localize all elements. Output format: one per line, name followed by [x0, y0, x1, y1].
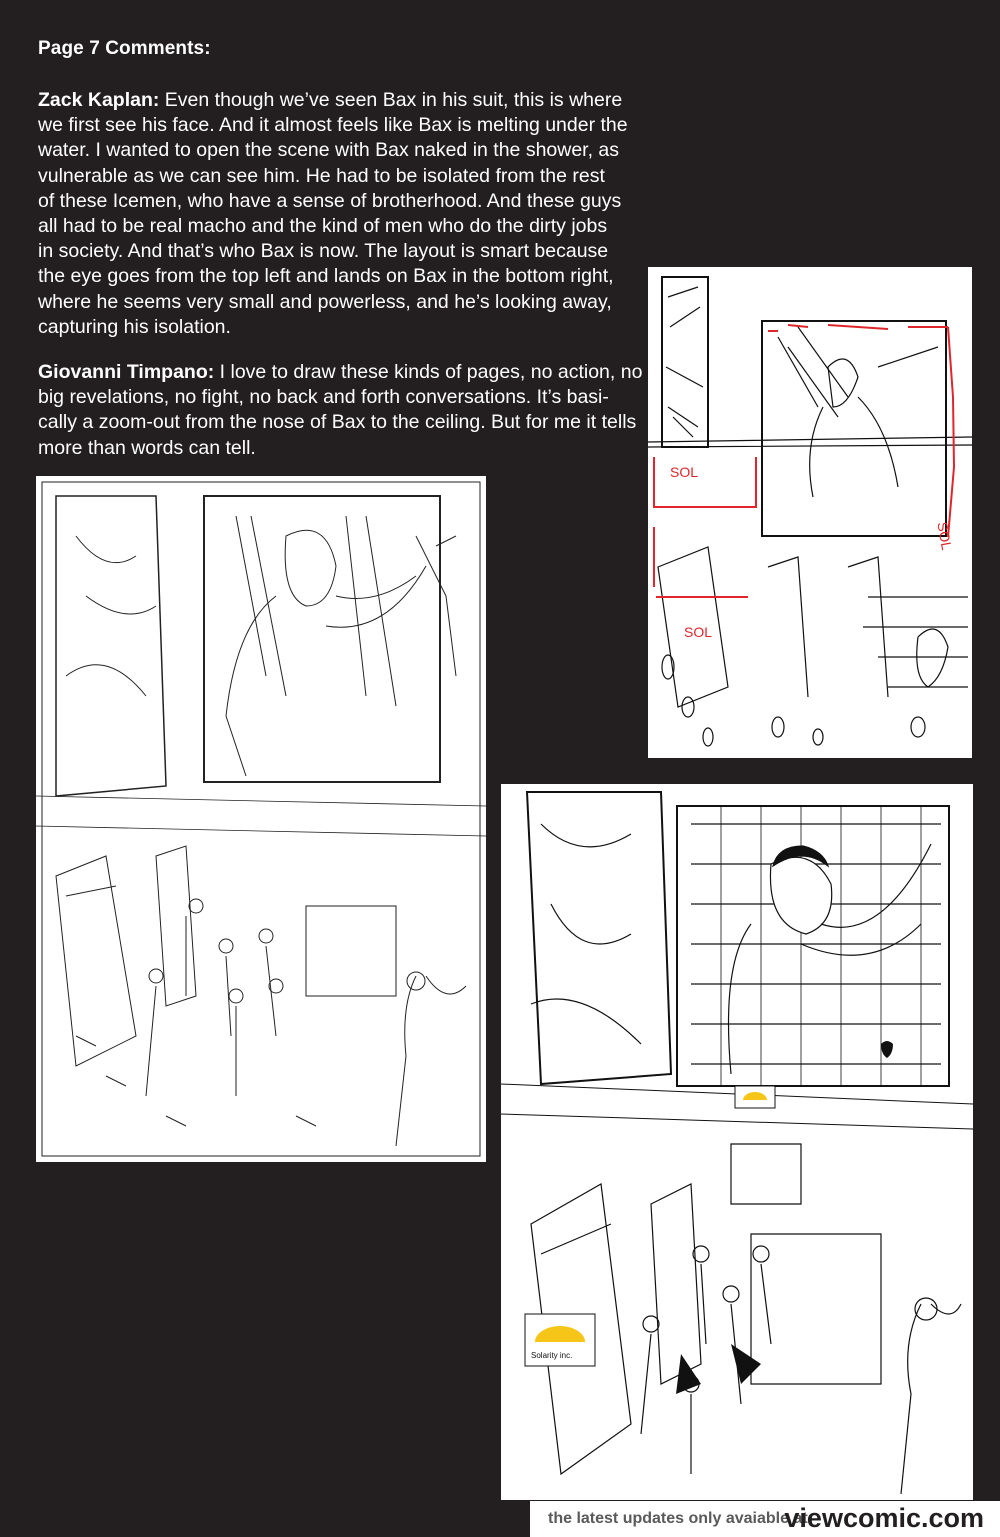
comment-line: water. I wanted to open the scene with Bax naked in the shower, as — [38, 139, 620, 162]
thumbnail-mark: SOL — [670, 464, 699, 480]
logo-sign — [525, 1086, 775, 1366]
comment-line: Even though we’ve seen Bax in his suit, this is where — [159, 89, 623, 111]
comment-line: capturing his isolation. — [38, 315, 231, 338]
comment-line: where he seems very small and powerless, and he’s looking away, — [38, 290, 612, 313]
page-title: Page 7 Comments: — [38, 38, 211, 59]
comment-giovanni-timpano — [38, 360, 643, 461]
inks-artwork — [501, 784, 973, 1500]
comment-line: big revelations, no fight, no back and forth conversations. It’s basi- — [38, 386, 609, 409]
comment-line: more than words can tell. — [38, 436, 256, 459]
comment-line: cally a zoom-out from the nose of Bax to the ceiling. But for me it tells — [38, 411, 637, 434]
pencil-artwork — [36, 476, 486, 1162]
thumbnail-mark: SOL — [684, 624, 713, 640]
comment-line: of these Icemen, who have a sense of brotherhood. And these guys — [38, 189, 622, 212]
logo-text: Solarity inc. — [531, 1351, 573, 1360]
watermark-footer — [530, 1501, 1000, 1537]
comment-line: I love to draw these kinds of pages, no action, no — [214, 361, 643, 383]
comment-line: in society. And that’s who Bax is now. The layout is smart because — [38, 240, 609, 263]
thumbnail-mark: SOL — [934, 520, 955, 552]
comment-author: Giovanni Timpano: — [38, 361, 215, 383]
comment-line: all had to be real macho and the kind of men who do the dirty jobs — [38, 215, 608, 238]
comment-line: we first see his face. And it almost feels like Bax is melting under the — [38, 114, 628, 137]
footer-text: the latest updates only avaiable at: — [548, 1510, 813, 1527]
comment-author: Zack Kaplan: — [38, 89, 160, 111]
thumbnail-layout-sketch — [648, 267, 972, 758]
comment-line: the eye goes from the top left and lands on Bax in the bottom right, — [38, 265, 614, 288]
comment-line: vulnerable as we can see him. He had to be isolated from the rest — [38, 164, 605, 187]
comment-zack-kaplan — [38, 88, 638, 340]
footer-brand[interactable]: viewcomic.com — [784, 1503, 984, 1533]
